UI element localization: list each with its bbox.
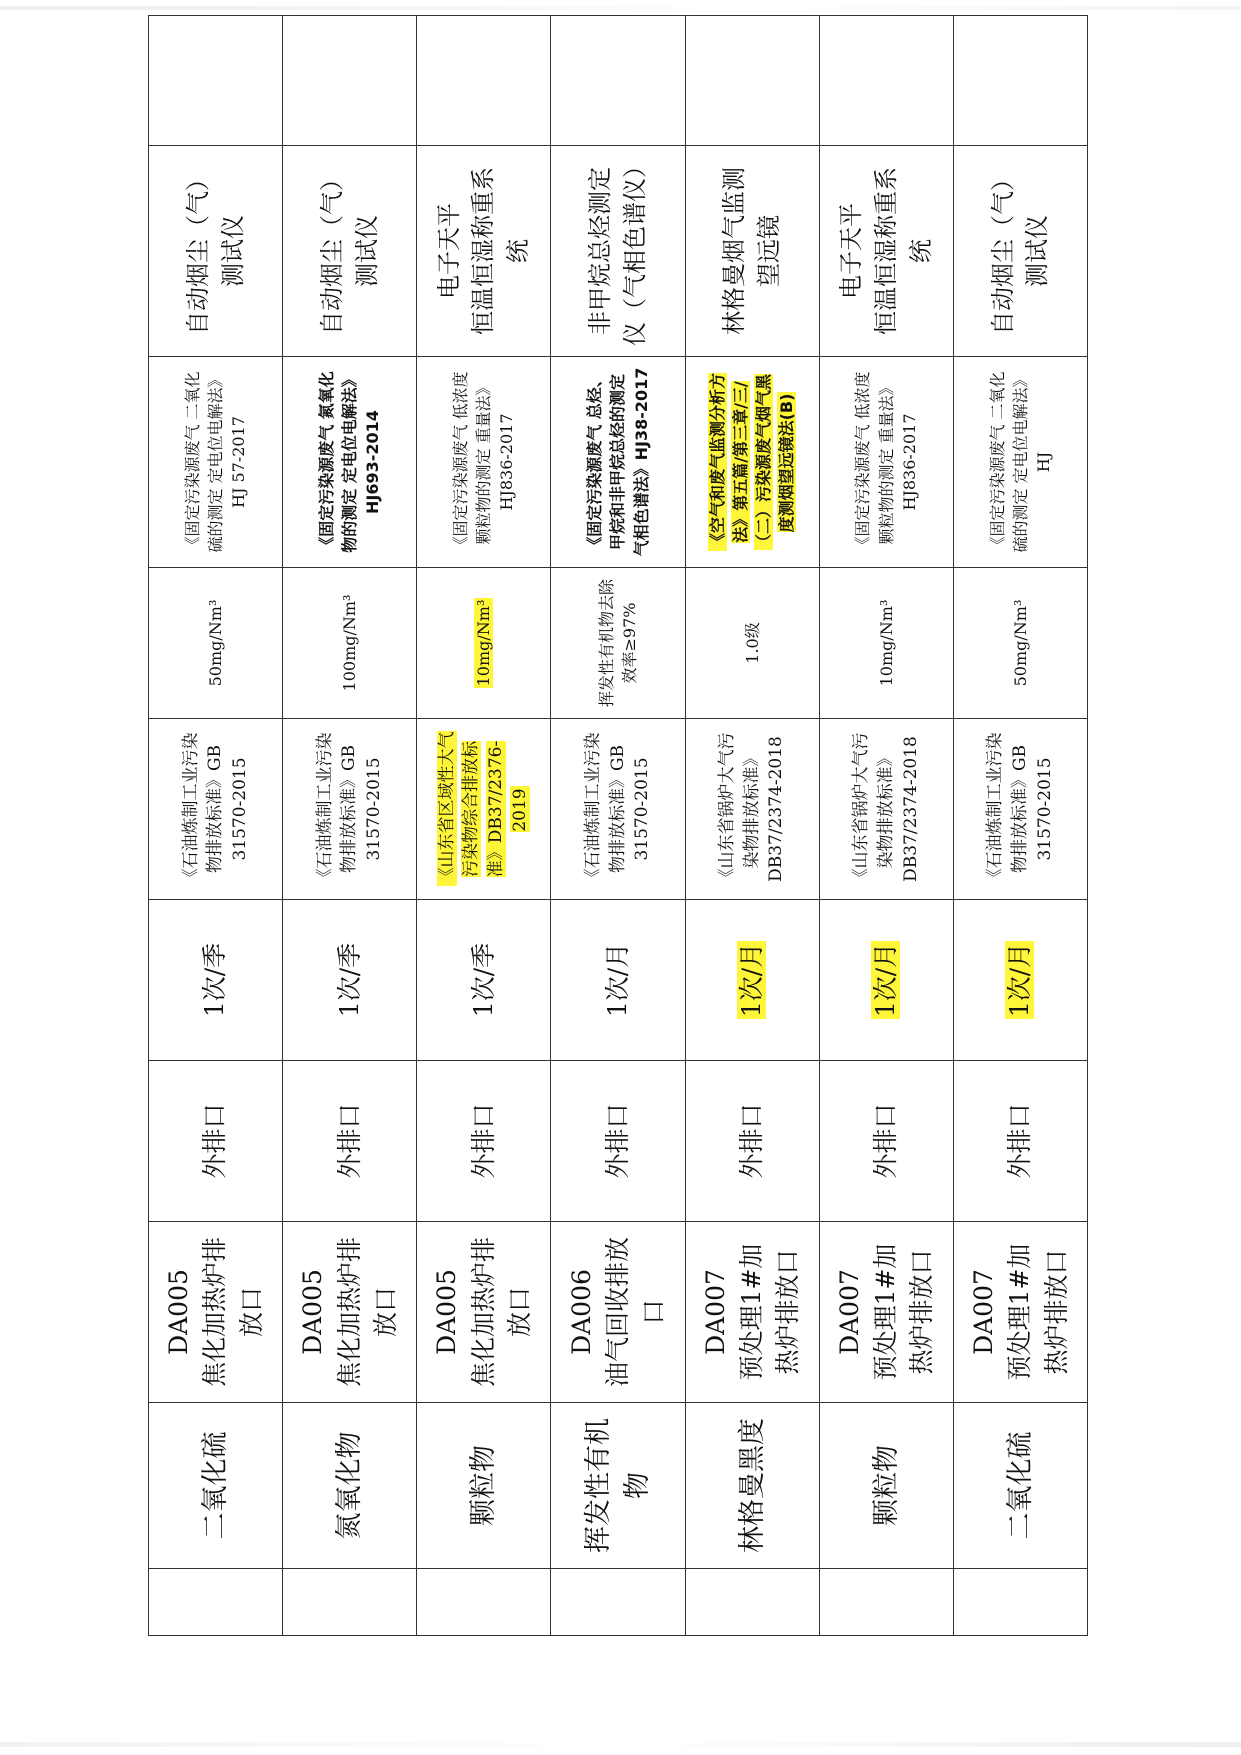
monitoring-item-cell-text: 氮氧化物 [334, 1431, 366, 1540]
frequency-cell [551, 900, 685, 1061]
outlet-cell-text: DA006 油气回收排放口 [566, 1237, 669, 1388]
limit-cell [819, 568, 953, 719]
table-row [417, 16, 551, 1636]
blank-cell [149, 1569, 283, 1636]
table-row [149, 16, 283, 1636]
limit-cell-text: 10mg/Nm³ [876, 599, 896, 687]
note-cell [417, 16, 551, 146]
frequency-cell [417, 900, 551, 1061]
method-cell-text: 《固定污染源废气 总烃、甲烷和非甲烷总烃的测定 气相色谱法》HJ38-2017 [585, 367, 651, 557]
outlet-type-cell-text: 外排口 [871, 1103, 901, 1179]
outlet-type-cell [819, 1061, 953, 1222]
outlet-cell-text: DA005 焦化加热炉排放口 [298, 1237, 400, 1388]
outlet-type-cell-text: 外排口 [737, 1103, 766, 1179]
instrument-cell-text: 电子天平 恒温恒湿称重系统 [434, 167, 533, 335]
instrument-cell [283, 146, 417, 357]
outlet-cell [417, 1222, 551, 1403]
instrument-cell [417, 146, 551, 357]
frequency-cell-text: 1次/季 [334, 942, 364, 1018]
monitoring-item-cell [551, 1403, 685, 1569]
method-cell-text: 《固定污染源废气 二氧化硫的测定 定电位电解法》HJ 57-2017 [182, 371, 249, 553]
blank-cell [953, 1569, 1087, 1636]
standard-cell [551, 719, 685, 900]
outlet-cell-text: DA007 预处理1#加热炉排放口 [969, 1243, 1071, 1381]
limit-cell [953, 568, 1087, 719]
limit-cell-text: 10mg/Nm³ [474, 599, 494, 687]
monitoring-item-cell-text: 挥发性有机物 [582, 1418, 653, 1553]
frequency-cell-text: 1次/月 [1005, 942, 1035, 1018]
outlet-type-cell [685, 1061, 819, 1222]
frequency-cell-text: 1次/季 [468, 942, 498, 1018]
blank-cell [685, 1569, 819, 1636]
standard-cell-text: 《山东省锅炉大气污染物排放标准》DB37/2374-2018 [851, 732, 921, 886]
standard-cell-text: 《山东省区域性大气污染物综合排放标准》DB37/2376-2019 [436, 731, 531, 885]
standard-cell [953, 719, 1087, 900]
frequency-cell [819, 900, 953, 1061]
frequency-cell [953, 900, 1087, 1061]
limit-cell-text: 50mg/Nm³ [205, 599, 225, 687]
instrument-cell [953, 146, 1087, 357]
method-cell [283, 357, 417, 568]
rotated-table-wrapper [148, 126, 1088, 1636]
standard-cell [819, 719, 953, 900]
table-row [685, 16, 819, 1636]
frequency-cell-text: 1次/季 [200, 942, 230, 1018]
limit-cell-text: 50mg/Nm³ [1010, 599, 1030, 687]
outlet-type-cell [953, 1061, 1087, 1222]
outlet-cell-text: DA005 焦化加热炉排放口 [164, 1237, 266, 1388]
method-cell [551, 357, 685, 568]
monitoring-item-cell-text: 二氧化硫 [1004, 1431, 1036, 1540]
table-row [953, 16, 1087, 1636]
outlet-type-cell-text: 外排口 [1005, 1103, 1035, 1179]
outlet-type-cell [551, 1061, 685, 1222]
monitoring-item-cell-text: 林格曼黑度 [736, 1418, 768, 1553]
instrument-cell-text: 林格曼烟气监测望远镜 [720, 167, 784, 335]
frequency-cell-text: 1次/月 [602, 942, 632, 1018]
limit-cell [149, 568, 283, 719]
outlet-cell-text: DA007 预处理1#加热炉排放口 [834, 1243, 937, 1381]
standard-cell-text: 《石油炼制工业污染物排放标准》GB 31570-2015 [314, 732, 385, 886]
note-cell [953, 16, 1087, 146]
limit-cell-text: 100mg/Nm³ [340, 594, 360, 692]
standard-cell [149, 719, 283, 900]
standard-cell-text: 《石油炼制工业污染物排放标准》GB 31570-2015 [583, 732, 653, 886]
method-cell-text: 《固定污染源废气 二氧化硫的测定 定电位电解法》HJ [987, 371, 1054, 553]
monitoring-item-cell-text: 颗粒物 [870, 1445, 902, 1526]
note-cell [283, 16, 417, 146]
monitoring-table [148, 15, 1088, 1636]
outlet-cell [551, 1222, 685, 1403]
standard-cell-text: 《石油炼制工业污染物排放标准》GB 31570-2015 [985, 732, 1055, 886]
outlet-cell-text: DA005 焦化加热炉排放口 [432, 1237, 534, 1388]
note-cell [149, 16, 283, 146]
limit-cell [551, 568, 685, 719]
instrument-cell [149, 146, 283, 357]
instrument-cell-text: 自动烟尘（气）测试仪 [317, 167, 381, 335]
instrument-cell [685, 146, 819, 357]
standard-cell [685, 719, 819, 900]
outlet-type-cell-text: 外排口 [468, 1103, 498, 1179]
outlet-type-cell [149, 1061, 283, 1222]
method-cell [819, 357, 953, 568]
standard-cell [283, 719, 417, 900]
standard-cell [417, 719, 551, 900]
method-cell [149, 357, 283, 568]
method-cell [953, 357, 1087, 568]
method-cell [417, 357, 551, 568]
note-cell [551, 16, 685, 146]
monitoring-item-cell-text: 颗粒物 [468, 1445, 500, 1526]
limit-cell-text: 1.0级 [742, 622, 762, 664]
method-cell-text: 《固定污染源废气 氮氧化物的测定 定电位电解法》HJ693-2014 [316, 371, 383, 553]
limit-cell [685, 568, 819, 719]
standard-cell-text: 《石油炼制工业污染物排放标准》GB 31570-2015 [180, 732, 250, 886]
method-cell-text: 《固定污染源废气 低浓度颗粒物的测定 重量法》HJ836-2017 [853, 371, 919, 553]
outlet-type-cell-text: 外排口 [334, 1103, 364, 1179]
monitoring-item-cell [417, 1403, 551, 1569]
frequency-cell-text: 1次/月 [737, 942, 766, 1018]
method-cell [685, 357, 819, 568]
document-page [148, 126, 1088, 1636]
frequency-cell [685, 900, 819, 1061]
blank-cell [417, 1569, 551, 1636]
outlet-cell-text: DA007 预处理1#加热炉排放口 [700, 1243, 803, 1381]
outlet-cell [149, 1222, 283, 1403]
instrument-cell [819, 146, 953, 357]
instrument-cell-text: 电子天平 恒温恒湿称重系统 [837, 167, 935, 335]
monitoring-item-cell-text: 二氧化硫 [200, 1431, 231, 1540]
frequency-cell [149, 900, 283, 1061]
outlet-cell [685, 1222, 819, 1403]
scan-artifact-top [0, 6, 1241, 10]
outlet-type-cell [417, 1061, 551, 1222]
outlet-cell [819, 1222, 953, 1403]
method-cell-text: 《固定污染源废气 低浓度颗粒物的测定 重量法》HJ836-2017 [451, 371, 517, 553]
monitoring-item-cell [819, 1403, 953, 1569]
standard-cell-text: 《山东省锅炉大气污染物排放标准》DB37/2374-2018 [717, 732, 787, 886]
method-cell-text: 《空气和废气监测分析方法》第五篇/第三章/三/（二）污染源废气烟气黑度测烟望远镜法(B) [707, 373, 797, 551]
instrument-cell-text: 自动烟尘（气）测试仪 [988, 167, 1052, 335]
table-row [283, 16, 417, 1636]
blank-cell [819, 1569, 953, 1636]
note-cell [819, 16, 953, 146]
outlet-type-cell-text: 外排口 [602, 1103, 632, 1179]
instrument-cell-text: 非甲烷总烃测定仪（气相色谱仪） [586, 154, 649, 346]
monitoring-item-cell [953, 1403, 1087, 1569]
table-row [551, 16, 685, 1636]
limit-cell-text: 挥发性有机物去除效率≥97% [596, 579, 639, 708]
instrument-cell [551, 146, 685, 357]
table-row [819, 16, 953, 1636]
frequency-cell-text: 1次/月 [871, 942, 901, 1018]
scan-artifact-bottom [0, 1742, 1241, 1747]
limit-cell [417, 568, 551, 719]
instrument-cell-text: 自动烟尘（气）测试仪 [183, 167, 247, 335]
monitoring-item-cell [149, 1403, 283, 1569]
blank-cell [283, 1569, 417, 1636]
monitoring-item-cell [283, 1403, 417, 1569]
outlet-type-cell [283, 1061, 417, 1222]
outlet-cell [953, 1222, 1087, 1403]
outlet-cell [283, 1222, 417, 1403]
note-cell [685, 16, 819, 146]
outlet-type-cell-text: 外排口 [200, 1103, 230, 1179]
frequency-cell [283, 900, 417, 1061]
blank-cell [551, 1569, 685, 1636]
monitoring-item-cell [685, 1403, 819, 1569]
limit-cell [283, 568, 417, 719]
